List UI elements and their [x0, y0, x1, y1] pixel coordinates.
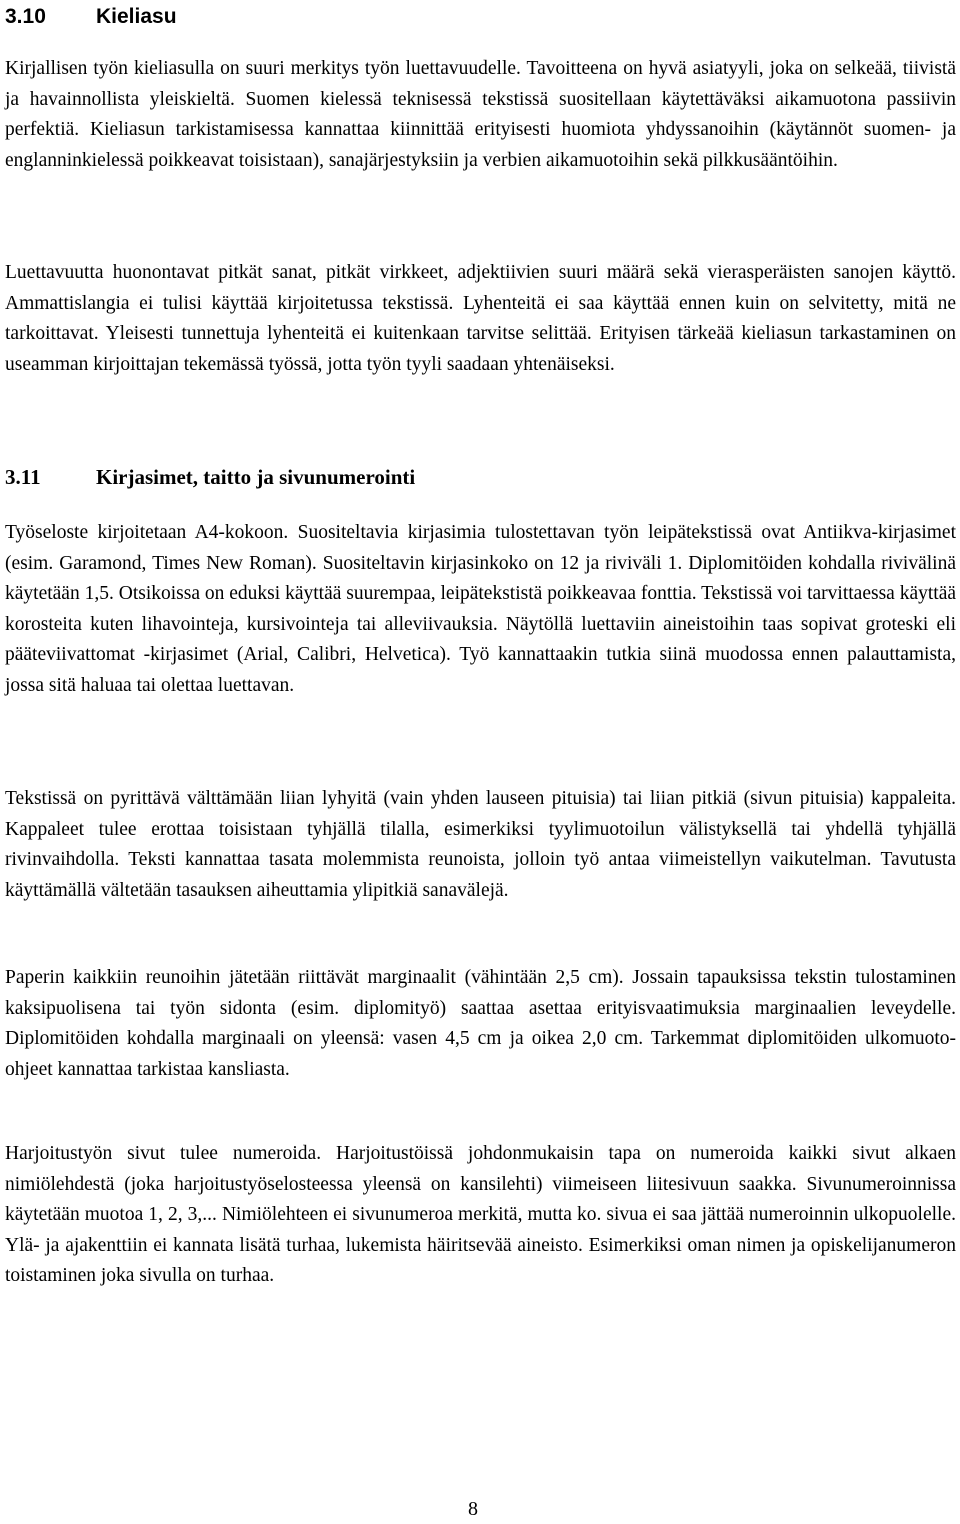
paragraph-kieliasu-2: Luettavuutta huonontavat pitkät sanat, pitkät virkkeet, adjektiivien suuri määrä sekä vierasperäisten sanojen käyttö. Ammattislangia ei tulisi käyttää kirjoitetussa tekstissä. Lyhenteitä ei saa käyttää ennen kuin on selvitetty, mitä ne tarkoittavat. Yleisesti tunnettuja lyhenteitä ei kuitenkaan tarvitse selittää. Erityisen tärkeää kieliasun tarkastaminen on useamman kirjoittajan tekemässä työssä, jotta työn tyyli saadaan yhtenäiseksi.: [5, 262, 956, 375]
paragraph-kirjasimet-4: Harjoitustyön sivut tulee numeroida. Harjoitustöissä johdonmukaisin tapa on numeroida kaikki sivut alkaen nimiölehdestä (joka harjoitustyöselosteessa yleensä on kansilehti) viimeiseen liitesivuun saakka. Sivunumeroinnissa käytetään muotoa 1, 2, 3,... Nimiölehteen ei sivunumeroa merkitä, mutta ko. sivua ei saa jättää numeroinnin ulkopuolelle. Ylä- ja ajakenttiin ei kannata lisätä turhaa, lukemista häiritsevää aineisto. Esimerkiksi oman nimen ja opiskelijanumeron toistaminen joka sivulla on turhaa.: [5, 1143, 956, 1286]
paragraph-kieliasu-1: Kirjallisen työn kieliasulla on suuri merkitys työn luettavuudelle. Tavoitteena on hyvä asiatyyli, joka on selkeää, tiivistä ja havainnollista yleiskieltä. Suomen kielessä teknisessä tekstissä suositellaan käytettäväksi aikamuotona passiivin perfektiä. Kieliasun tarkistamisessa kannattaa kiinnittää erityisesti huomiota yhdyssanoihin (käytännöt suomen- ja englanninkielessä poikkeavat toisistaan), sanajärjestyksiin ja verbien aikamuotoihin sekä pilkkusääntöihin.: [5, 58, 956, 171]
section-heading-3-10: [5, 2, 177, 32]
section-heading-3-11: [5, 462, 415, 492]
paragraph-kirjasimet-3: Paperin kaikkiin reunoihin jätetään riittävät marginaalit (vähintään 2,5 cm). Jossain tapauksissa tekstin tulostaminen kaksipuolisena tai työn sidonta (esim. diplomityö) saattaa asettaa erityisvaatimuksia marginaalien leveydelle. Diplomitöiden kohdalla marginaali on yleensä: vasen 4,5 cm ja oikea 2,0 cm. Tarkemmat diplomitöiden ulkomuoto-ohjeet kannattaa tarkistaa kansliasta.: [5, 967, 956, 1080]
paragraph-kirjasimet-2: Tekstissä on pyrittävä välttämään liian lyhyitä (vain yhden lauseen pituisia) tai liian pitkiä (sivun pituisia) kappaleita. Kappaleet tulee erottaa toisistaan tyhjällä tilalla, esimerkiksi tyylimuotoilun välistyksellä tai yhdellä tyhjällä rivinvaihdolla. Teksti kannattaa tasata molemmista reunoista, jolloin työ antaa viimeistellyn vaikutelman. Tavutusta käyttämällä vältetään tasauksen aiheuttamia ylipitkiä sanavälejä.: [5, 788, 956, 901]
paragraph-kirjasimet-1: Työseloste kirjoitetaan A4-kokoon. Suositeltavia kirjasimia tulostettavan työn leipätekstissä ovat Antiikva-kirjasimet (esim. Garamond, Times New Roman). Suositeltavin kirjasinkoko on 12 ja riviväli 1. Diplomitöiden kohdalla rivivälinä käytetään 1,5. Otsikoissa on eduksi käyttää suurempaa, leipätekstistä poikkeavaa fonttia. Tekstissä voi tarvittaessa käyttää korosteita kuten lihavointeja, kursivointeja tai alleviivauksia. Näytöllä luettaviin aineistoihin taas sopivat groteski eli pääteviivattomat -kirjasimet (Arial, Calibri, Helvetica). Työ kannattaakin tutkia siinä muodossa ennen palauttamista, jossa sitä haluaa tai olettaa luettavan.: [5, 522, 956, 696]
section-title: Kieliasu: [96, 5, 177, 28]
section-number: 3.11: [5, 465, 41, 489]
section-number: 3.10: [5, 5, 46, 28]
page-number: 8: [468, 1498, 478, 1520]
section-title: Kirjasimet, taitto ja sivunumerointi: [96, 465, 416, 489]
